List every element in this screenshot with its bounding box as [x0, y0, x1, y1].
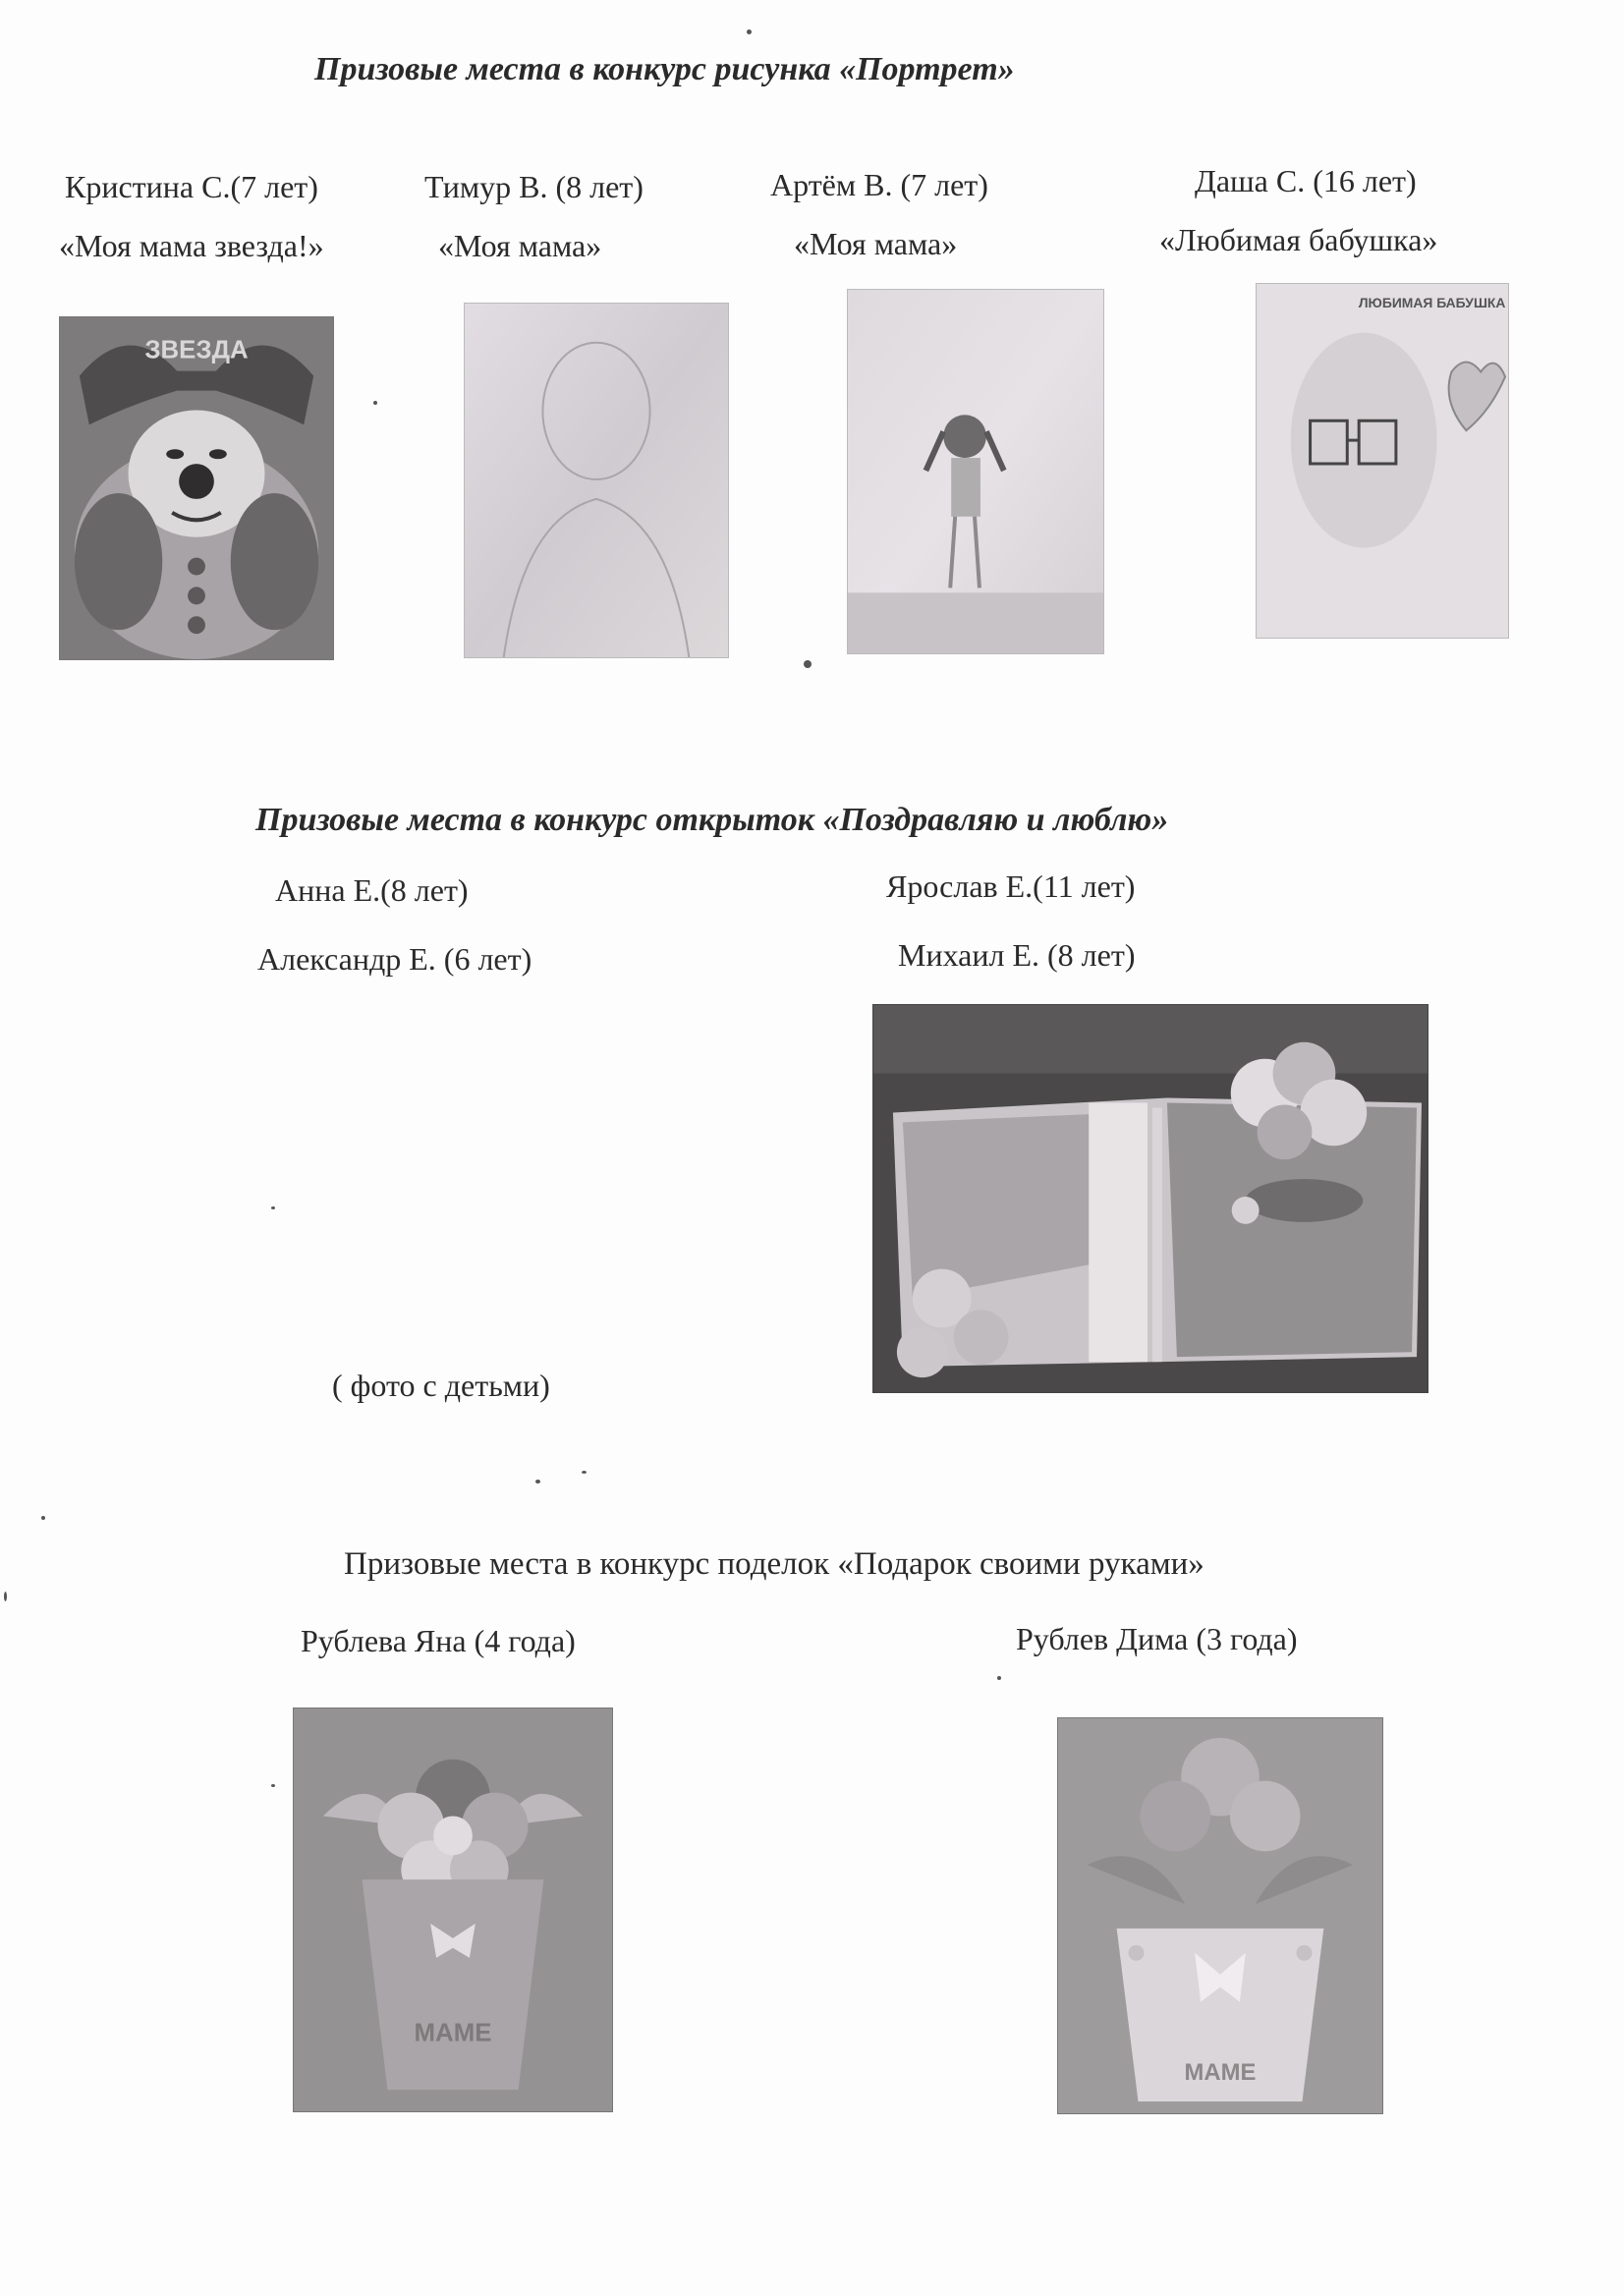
scan-speck — [373, 401, 377, 405]
crafts-photo-1-image — [293, 1708, 613, 2112]
crafts-entry-1-name: Рублева Яна (4 года) — [301, 1623, 576, 1658]
scan-speck — [535, 1480, 540, 1484]
cards-photo-image — [872, 1004, 1428, 1393]
portrait-entry-1-name: Кристина С.(7 лет) — [65, 169, 318, 204]
scan-speck — [4, 1592, 7, 1601]
cards-name-alexander: Александр Е. (6 лет) — [257, 941, 532, 977]
portrait-entry-3-caption: «Моя мама» — [794, 226, 958, 261]
portrait-drawing-1-image — [59, 316, 334, 660]
drawing-1-bow-text: ЗВЕЗДА — [144, 336, 249, 364]
scan-speck — [271, 1784, 275, 1787]
cards-name-anna: Анна Е.(8 лет) — [275, 872, 469, 908]
craft-2-pot-text: МАМЕ — [1184, 2059, 1257, 2087]
portrait-drawing-3-image — [847, 289, 1104, 654]
portrait-drawing-4-image — [1256, 283, 1509, 639]
portrait-entry-4-caption: «Любимая бабушка» — [1159, 222, 1438, 257]
portrait-entry-3-name: Артём В. (7 лет) — [770, 167, 988, 202]
drawing-4-caption-text: ЛЮБИМАЯ БАБУШКА — [1358, 294, 1506, 310]
scan-speck — [41, 1516, 45, 1520]
cards-name-yaroslav: Ярослав Е.(11 лет) — [886, 868, 1136, 904]
cards-name-mikhail: Михаил Е. (8 лет) — [898, 937, 1136, 973]
portrait-entry-4-name: Даша С. (16 лет) — [1195, 163, 1417, 198]
scan-speck — [271, 1206, 275, 1209]
crafts-entry-2-name: Рублев Дима (3 года) — [1016, 1621, 1298, 1656]
portrait-entry-1-caption: «Моя мама звезда!» — [59, 228, 324, 263]
cards-section-title: Призовые места в конкурс открыток «Поздравляю и люблю» — [255, 802, 1169, 838]
craft-1-pot-text: МАМЕ — [414, 2019, 492, 2047]
portrait-entry-2-caption: «Моя мама» — [438, 228, 602, 263]
scan-speck — [747, 29, 752, 34]
scan-speck — [582, 1471, 587, 1474]
scan-speck — [804, 660, 812, 668]
crafts-photo-2-image — [1057, 1717, 1383, 2114]
portrait-entry-2-name: Тимур В. (8 лет) — [424, 169, 644, 204]
portrait-drawing-2-image — [464, 303, 729, 658]
crafts-section-title: Призовые места в конкурс поделок «Подарок своими руками» — [344, 1546, 1204, 1582]
scan-speck — [997, 1676, 1001, 1680]
portrait-section-title: Призовые места в конкурс рисунка «Портрет» — [314, 51, 1015, 87]
cards-photo-note: ( фото с детьми) — [332, 1368, 550, 1403]
